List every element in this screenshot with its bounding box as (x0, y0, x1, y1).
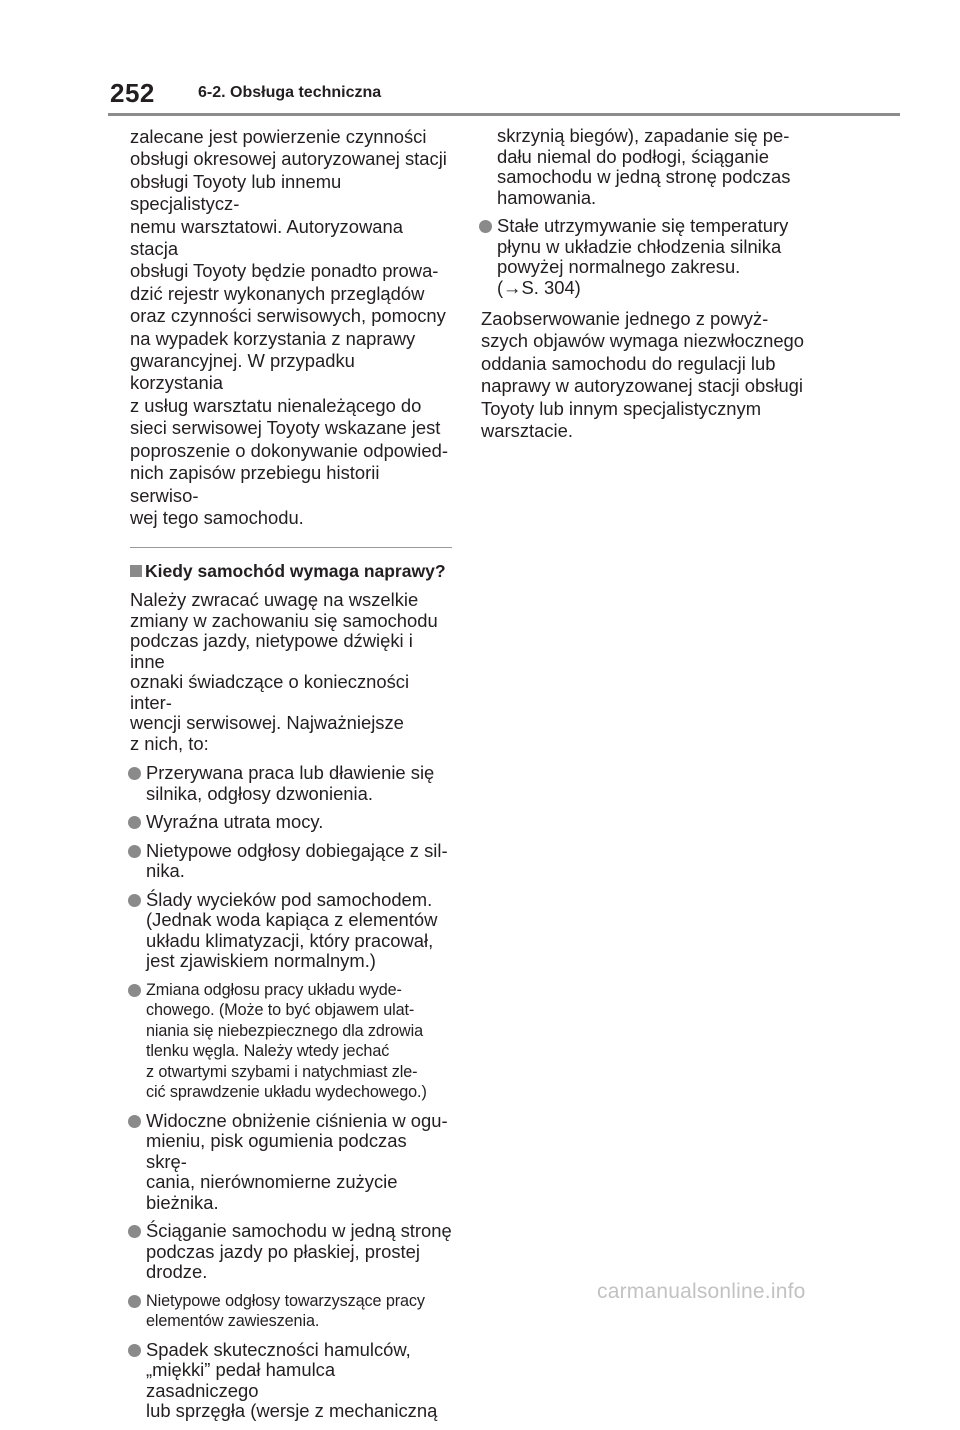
list-item (130, 1111, 452, 1214)
list-item-text: Ściąganie samochodu w jedną stronę podczas jazdy po płaskiej, prostej drodze. (146, 1220, 452, 1283)
list-item-text: Zmiana odgłosu pracy układu wyde- chowego. (Może to być objawem ulat- niania się niebezpiecznego dla zdrowia tlenku węgla. Należy wtedy jechać z otwartymi szybami i natychmiast zle- cić sprawdzenie układu wydechowego.) (146, 980, 427, 1102)
circle-bullet-icon (128, 894, 141, 907)
circle-bullet-icon (128, 816, 141, 829)
list-item (130, 1291, 452, 1332)
page-number: 252 (110, 78, 155, 108)
intro-paragraph: zalecane jest powierzenie czynności obsługi okresowej autoryzowanej stacji obsługi Toyoty lub innemu specjalistycz- nemu warsztatowi. Autoryzowana stacja obsługi Toyoty będzie ponadto prowa- dzić rejestr wykonanych przeglądów oraz czynności serwisowych, pomocny na wypadek korzystania z naprawy gwarancyjnej. W przypadku korzystania z usług warsztatu nienależącego do sieci serwisowej Toyoty wskazane jest poproszenie o dokonywanie odpowied- nich zapisów przebiegu historii serwiso- wej tego samochodu. (130, 126, 448, 528)
watermark: carmanualsonline.info (597, 1280, 806, 1303)
list-item-text: Przerywana praca lub dławienie się silnika, odgłosy dzwonienia. (146, 762, 435, 804)
list-item-text: Spadek skuteczności hamulców, „miękki” pedał hamulca zasadniczego lub sprzęgła (wersje z mechaniczną (146, 1338, 438, 1422)
list-item-text: Ślady wycieków pod samochodem. (Jednak woda kapiąca z elementów układu klimatyzacji, który pracował, jest zjawiskiem normalnym.) (146, 888, 438, 972)
list-item (130, 1221, 452, 1283)
circle-bullet-icon (479, 220, 492, 233)
square-bullet-icon (130, 565, 142, 577)
list-item (130, 890, 452, 972)
section-title: 6-2. Obsługa techniczna (198, 84, 382, 101)
header-rule (108, 113, 900, 116)
list-item (130, 980, 452, 1103)
list-item (130, 1340, 452, 1422)
right-column (481, 126, 806, 442)
list-item (130, 763, 452, 804)
list-item (130, 841, 452, 882)
circle-bullet-icon (128, 1295, 141, 1308)
list-item (130, 812, 452, 833)
section-divider (130, 547, 452, 548)
list-item-continuation: skrzynią biegów), zapadanie się pe- dału niemal do podłogi, ściąganie samochodu w jedną stronę podczas hamowania. (497, 125, 791, 208)
sub-intro-paragraph: Należy zwracać uwagę na wszelkie zmiany w zachowaniu się samochodu podczas jazdy, nietypowe dźwięki i inne oznaki świadczące o konieczności inter- wencji serwisowej. Najważniejsze z nich, to: (130, 589, 438, 754)
subheading (130, 560, 452, 582)
list-item-text: Stałe utrzymywanie się temperatury płynu w układzie chłodzenia silnika powyżej normalnego zakresu. (→S. 304) (497, 215, 789, 298)
circle-bullet-icon (128, 1225, 141, 1238)
list-item-text: Nietypowe odgłosy towarzyszące pracy elementów zawieszenia. (146, 1291, 425, 1331)
list-item-text: Nietypowe odgłosy dobiegające z sil- nika. (146, 839, 448, 882)
list-item-text: Widoczne obniżenie ciśnienia w ogu- mieniu, pisk ogumienia podczas skrę- cania, nierównomierne zużycie bieżnika. (146, 1109, 448, 1213)
circle-bullet-icon (128, 1344, 141, 1357)
circle-bullet-icon (128, 984, 141, 997)
subheading-text: Kiedy samochód wymaga naprawy? (145, 561, 446, 582)
circle-bullet-icon (128, 845, 141, 858)
left-column (130, 126, 452, 1430)
list-item-text: Wyraźna utrata mocy. (146, 811, 324, 833)
conclusion-paragraph: Zaobserwowanie jednego z powyż- szych objawów wymaga niezwłocznego oddania samochodu do regulacji lub naprawy w autoryzowanej stacji obsługi Toyoty lub innym specjalistycznym warsztacie. (481, 308, 805, 442)
list-item (481, 216, 806, 298)
circle-bullet-icon (128, 767, 141, 780)
circle-bullet-icon (128, 1115, 141, 1128)
